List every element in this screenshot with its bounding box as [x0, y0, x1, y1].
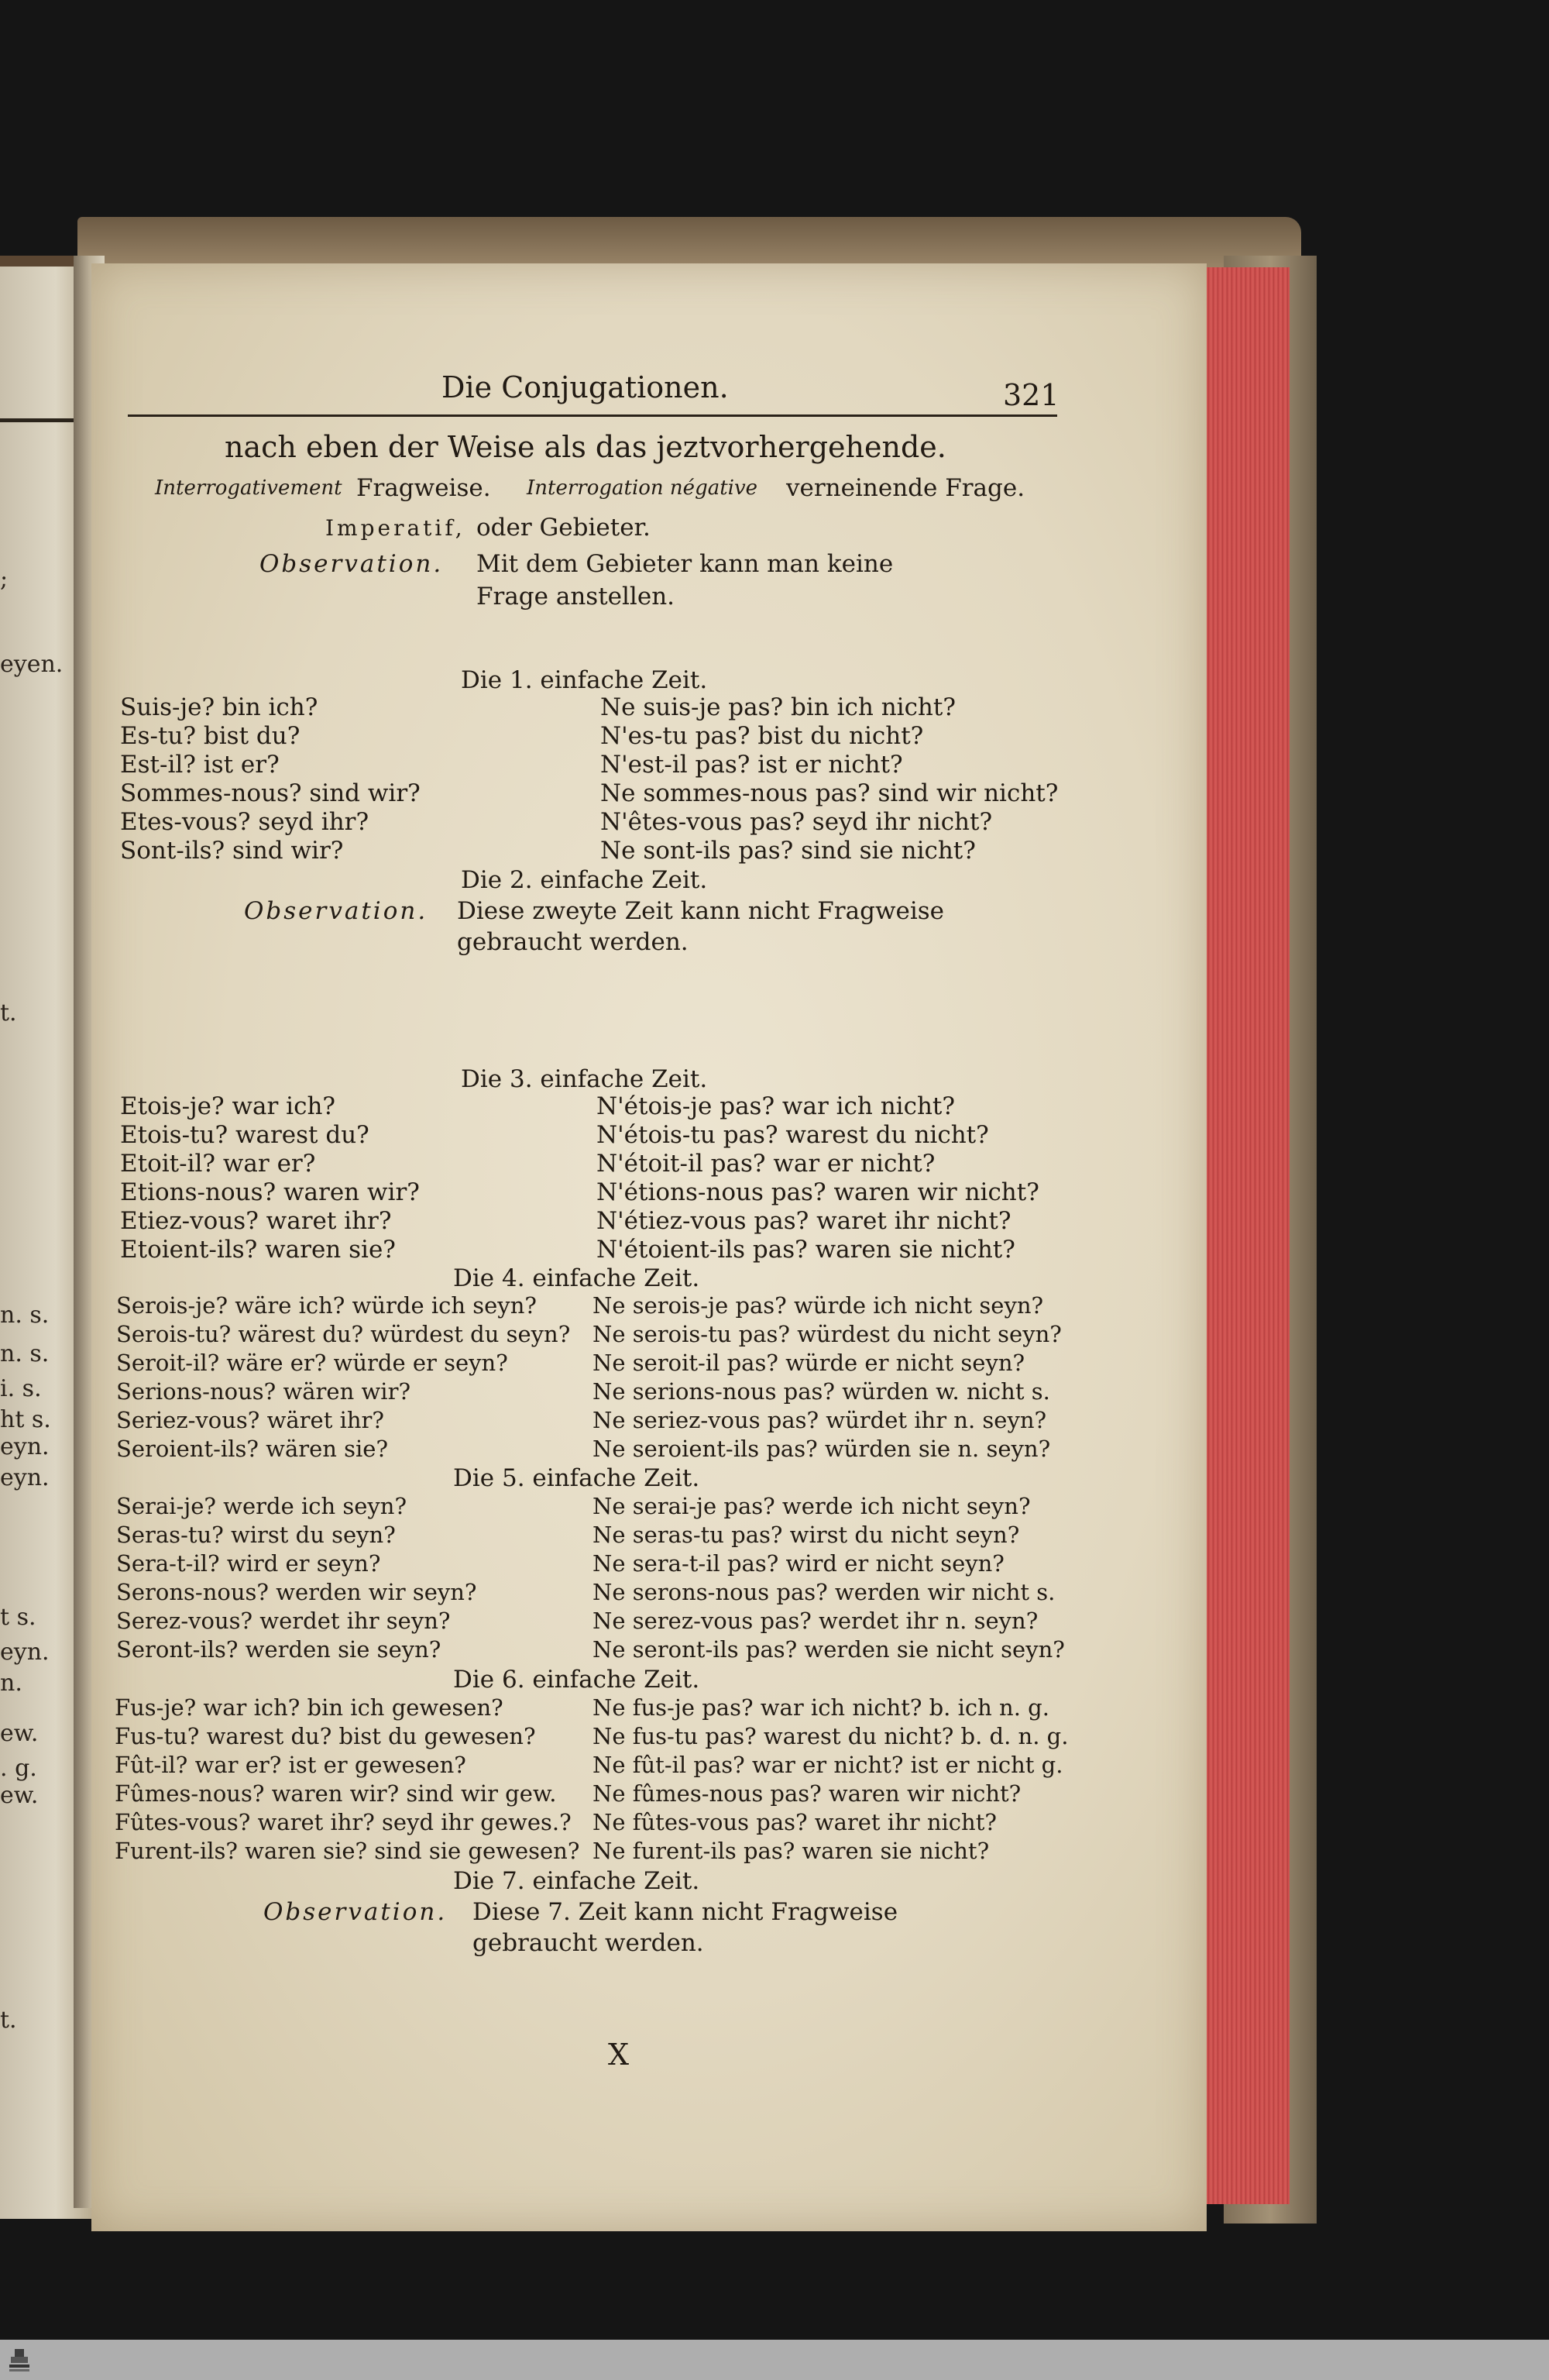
tense-heading: Die 2. einfache Zeit.: [461, 866, 708, 894]
conj-right: Ne serois-je pas? würde ich nicht seyn?: [592, 1292, 1044, 1319]
left-fragment: i. s.: [0, 1375, 42, 1402]
tense-heading: Die 5. einfache Zeit.: [453, 1464, 700, 1492]
left-fragment: t s.: [0, 1604, 36, 1631]
tense-heading: Die 3. einfache Zeit.: [461, 1065, 708, 1093]
label-imperatif: Imperatif,: [325, 515, 465, 541]
page-number: 321: [1003, 378, 1060, 412]
left-fragment: eyn.: [0, 1433, 50, 1460]
conj-right: Ne seras-tu pas? wirst du nicht seyn?: [592, 1522, 1020, 1548]
conj-left: Etes-vous? seyd ihr?: [120, 808, 369, 836]
conj-left: Seroient-ils? wären sie?: [116, 1436, 389, 1462]
conj-left: Serez-vous? werdet ihr seyn?: [116, 1608, 451, 1634]
conj-right: N'étois-je pas? war ich nicht?: [596, 1092, 956, 1120]
conj-left: Fût-il? war er? ist er gewesen?: [115, 1752, 466, 1778]
conj-right: Ne seriez-vous pas? würdet ihr n. seyn?: [592, 1407, 1047, 1433]
left-fragment: n.: [0, 1670, 22, 1697]
left-fragment: ;: [0, 566, 9, 593]
conj-left: Seriez-vous? wäret ihr?: [116, 1407, 384, 1433]
conj-right: Ne fûmes-nous pas? waren wir nicht?: [592, 1780, 1022, 1807]
red-page-edges: [1204, 267, 1290, 2204]
conj-right: Ne fus-je pas? war ich nicht? b. ich n. g.: [592, 1694, 1049, 1721]
conj-right: N'êtes-vous pas? seyd ihr nicht?: [600, 808, 993, 836]
left-fragment: . g.: [0, 1755, 37, 1782]
conj-left: Serions-nous? wären wir?: [116, 1378, 410, 1405]
conj-left: Fus-je? war ich? bin ich gewesen?: [115, 1694, 503, 1721]
head-rule: [128, 414, 1057, 417]
conj-left: Est-il? ist er?: [120, 751, 280, 779]
conj-left: Etois-je? war ich?: [120, 1092, 336, 1120]
conj-left: Es-tu? bist du?: [120, 722, 301, 750]
conj-right: Ne sommes-nous pas? sind wir nicht?: [600, 779, 1059, 807]
left-fragment: eyn.: [0, 1639, 50, 1666]
conj-right: Ne suis-je pas? bin ich nicht?: [600, 693, 956, 721]
conj-left: Etoit-il? war er?: [120, 1150, 316, 1178]
conj-right: Ne fus-tu pas? warest du nicht? b. d. n. g.: [592, 1723, 1069, 1749]
tense-heading: Die 4. einfache Zeit.: [453, 1264, 700, 1292]
left-fragment: ew.: [0, 1782, 39, 1809]
conj-right: Ne serons-nous pas? werden wir nicht s.: [592, 1579, 1056, 1605]
conj-left: Seroit-il? wäre er? würde er seyn?: [116, 1350, 508, 1376]
conj-left: Sont-ils? sind wir?: [120, 837, 344, 865]
conj-right: N'étois-tu pas? warest du nicht?: [596, 1121, 989, 1149]
conj-left: Serons-nous? werden wir seyn?: [116, 1579, 477, 1605]
conj-right: Ne serois-tu pas? würdest du nicht seyn?: [592, 1321, 1062, 1347]
label-interrogation-negative: Interrogation négative: [527, 476, 758, 500]
observation-text: gebraucht werden.: [472, 1929, 704, 1957]
conj-right: Ne seroit-il pas? würde er nicht seyn?: [592, 1350, 1025, 1376]
label-interrogativement: Interrogativement: [155, 476, 342, 500]
conj-right: Ne serez-vous pas? werdet ihr n. seyn?: [592, 1608, 1039, 1634]
conj-right: Ne fût-il pas? war er nicht? ist er nicht g.: [592, 1752, 1063, 1778]
left-fragment: ht s.: [0, 1406, 51, 1433]
conj-right: Ne seront-ils pas? werden sie nicht seyn?: [592, 1636, 1065, 1663]
conj-left: Etoient-ils? waren sie?: [120, 1236, 396, 1264]
left-fragment: ew.: [0, 1720, 39, 1747]
observation-label: Observation.: [263, 1898, 448, 1926]
left-fragment: eyen.: [0, 651, 64, 678]
tense-heading: Die 1. einfache Zeit.: [461, 666, 708, 694]
left-fragment: n. s.: [0, 1340, 50, 1367]
left-fragment: eyn.: [0, 1464, 50, 1491]
conj-right: Ne fûtes-vous pas? waret ihr nicht?: [592, 1809, 997, 1835]
conj-left: Sommes-nous? sind wir?: [120, 779, 421, 807]
conj-left: Furent-ils? waren sie? sind sie gewesen?: [115, 1838, 580, 1864]
label-gebieter: oder Gebieter.: [476, 514, 651, 542]
conj-left: Fûmes-nous? waren wir? sind wir gew.: [115, 1780, 557, 1807]
conj-right: Ne furent-ils pas? waren sie nicht?: [592, 1838, 990, 1864]
conj-right: N'étoient-ils pas? waren sie nicht?: [596, 1236, 1015, 1264]
conj-left: Serai-je? werde ich seyn?: [116, 1493, 407, 1519]
conj-right: Ne serions-nous pas? würden w. nicht s.: [592, 1378, 1050, 1405]
observation-text: Mit dem Gebieter kann man keine: [476, 550, 894, 578]
observation-text: Frage anstellen.: [476, 583, 675, 610]
conj-left: Serois-tu? wärest du? würdest du seyn?: [116, 1321, 571, 1347]
conj-right: Ne sera-t-il pas? wird er nicht seyn?: [592, 1550, 1005, 1577]
conj-left: Etiez-vous? waret ihr?: [120, 1207, 392, 1235]
conj-left: Sera-t-il? wird er seyn?: [116, 1550, 381, 1577]
conj-right: N'es-tu pas? bist du nicht?: [600, 722, 924, 750]
left-fragment: n. s.: [0, 1302, 50, 1329]
library-logo-icon: [8, 2347, 31, 2374]
tense-heading: Die 6. einfache Zeit.: [453, 1666, 700, 1694]
label-fragweise: Fragweise.: [356, 474, 491, 502]
tense-heading: Die 7. einfache Zeit.: [453, 1867, 700, 1895]
conj-right: Ne seroient-ils pas? würden sie n. seyn?: [592, 1436, 1051, 1462]
conj-left: Etois-tu? warest du?: [120, 1121, 369, 1149]
conj-right: N'est-il pas? ist er nicht?: [600, 751, 903, 779]
conj-left: Fûtes-vous? waret ihr? seyd ihr gewes.?: [115, 1809, 572, 1835]
observation-label: Observation.: [244, 897, 428, 925]
observation-text: Diese zweyte Zeit kann nicht Fragweise: [457, 897, 944, 925]
conj-right: N'étiez-vous pas? waret ihr nicht?: [596, 1207, 1011, 1235]
conj-left: Suis-je? bin ich?: [120, 693, 318, 721]
signature-mark: X: [608, 2038, 630, 2072]
conj-right: N'étoit-il pas? war er nicht?: [596, 1150, 936, 1178]
scan-footer-strip: [0, 2340, 1549, 2380]
left-fragment: t.: [0, 999, 17, 1027]
label-verneinende-frage: verneinende Frage.: [786, 474, 1025, 502]
intro-line: nach eben der Weise als das jeztvorhergehende.: [225, 430, 946, 464]
conj-right: N'étions-nous pas? waren wir nicht?: [596, 1178, 1039, 1206]
conj-left: Fus-tu? warest du? bist du gewesen?: [115, 1723, 536, 1749]
conj-left: Seront-ils? werden sie seyn?: [116, 1636, 441, 1663]
conj-right: Ne serai-je pas? werde ich nicht seyn?: [592, 1493, 1031, 1519]
observation-text: Diese 7. Zeit kann nicht Fragweise: [472, 1898, 898, 1926]
conj-left: Serois-je? wäre ich? würde ich seyn?: [116, 1292, 537, 1319]
conj-left: Seras-tu? wirst du seyn?: [116, 1522, 396, 1548]
conj-left: Etions-nous? waren wir?: [120, 1178, 420, 1206]
conj-right: Ne sont-ils pas? sind sie nicht?: [600, 837, 976, 865]
running-head: Die Conjugationen.: [441, 370, 729, 404]
observation-label: Observation.: [259, 550, 444, 578]
observation-text: gebraucht werden.: [457, 928, 689, 956]
left-fragment: t.: [0, 2007, 17, 2034]
